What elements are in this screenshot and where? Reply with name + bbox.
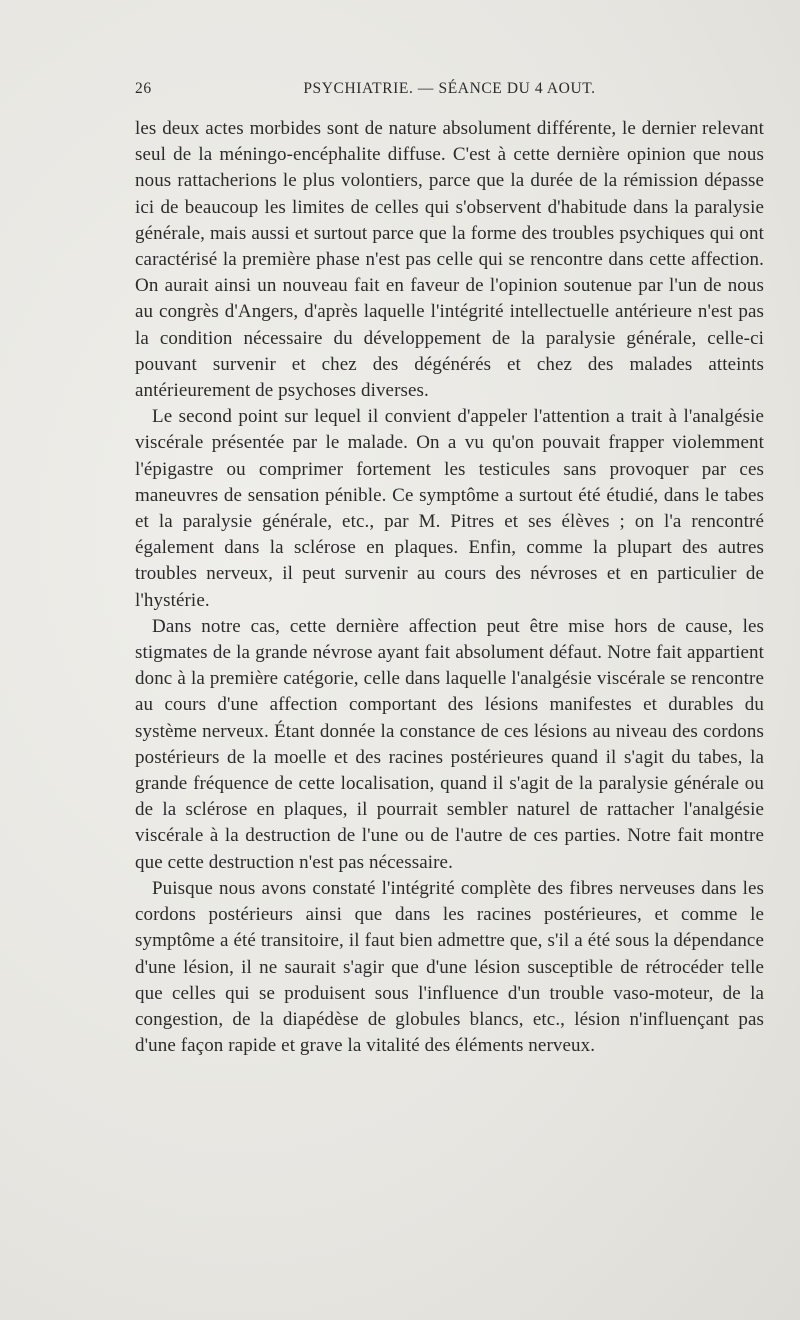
running-title: PSYCHIATRIE. — SÉANCE DU 4 AOUT. (303, 80, 596, 97)
page-number: 26 (135, 80, 152, 97)
paragraph-visceral-analgesia: Le second point sur lequel il convient d'appeler l'attention a trait à l'analgésie viscérale présentée par le malade. On a vu qu'on pouvait frapper violemment l'épigastre ou comprimer fortement les testicules sans provoquer par ces maneuvres de sensation pénible. Ce symptôme a surtout été étudié, dans le tabes et la paralysie générale, etc., par M. Pitres et ses élèves ; on l'a rencontré également dans la sclérose en plaques. Enfin, comme la plupart des autres troubles nerveux, il peut survenir au cours des névroses et en particulier de l'hystérie. (135, 406, 764, 611)
paragraph-continuation: les deux actes morbides sont de nature absolument différente, le dernier relevant seul de la méningo-encéphalite diffuse. C'est à cette dernière opinion que nous nous rattacherions le plus volontiers, parce que la durée de la rémission dépasse ici de beaucoup les limites de celles qui s'observent d'habitude dans la paralysie générale, mais aussi et surtout parce que la forme des troubles psychiques qui ont caractérisé la première phase n'est pas celle qui se rencontre dans cette affection. On aurait ainsi un nouveau fait en faveur de l'opinion soutenue par l'un de nous au congrès d'Angers, d'après laquelle l'intégrité intellectuelle antérieure n'est pas la condition nécessaire du développement de la paralysie générale, celle-ci pouvant survenir et chez des dégénérés et chez des malades atteints antérieurement de psychoses diverses. (135, 118, 764, 402)
running-head (135, 80, 764, 104)
body-text (135, 116, 764, 1059)
paragraph-conclusion: Puisque nous avons constaté l'intégrité complète des fibres nerveuses dans les cordons postérieurs ainsi que dans les racines postérieures, et comme le symptôme a été transitoire, il faut bien admettre que, s'il a été sous la dépendance d'une lésion, il ne saurait s'agir que d'une lésion susceptible de rétrocéder telle que celles qui se produisent sous l'influence d'un trouble vaso-moteur, de la congestion, de la diapédèse de globules blancs, etc., lésion n'influençant pas d'une façon rapide et grave la vitalité des éléments nerveux. (135, 877, 764, 1057)
paragraph-case-discussion: Dans notre cas, cette dernière affection peut être mise hors de cause, les stigmates de la grande névrose ayant fait absolument défaut. Notre fait appartient donc à la première catégorie, celle dans laquelle l'analgésie viscérale se rencontre au cours d'une affection comportant des lésions manifestes et durables du système nerveux. Étant donnée la constance de ces lésions au niveau des cordons postérieurs de la moelle et des racines postérieures quand il s'agit du tabes, la grande fréquence de cette localisation, quand il s'agit de la paralysie générale ou de la sclérose en plaques, il pourrait sembler naturel de rattacher l'analgésie viscérale à la destruction de l'une ou de l'autre de ces parties. Notre fait montre que cette destruction n'est pas nécessaire. (135, 615, 764, 873)
